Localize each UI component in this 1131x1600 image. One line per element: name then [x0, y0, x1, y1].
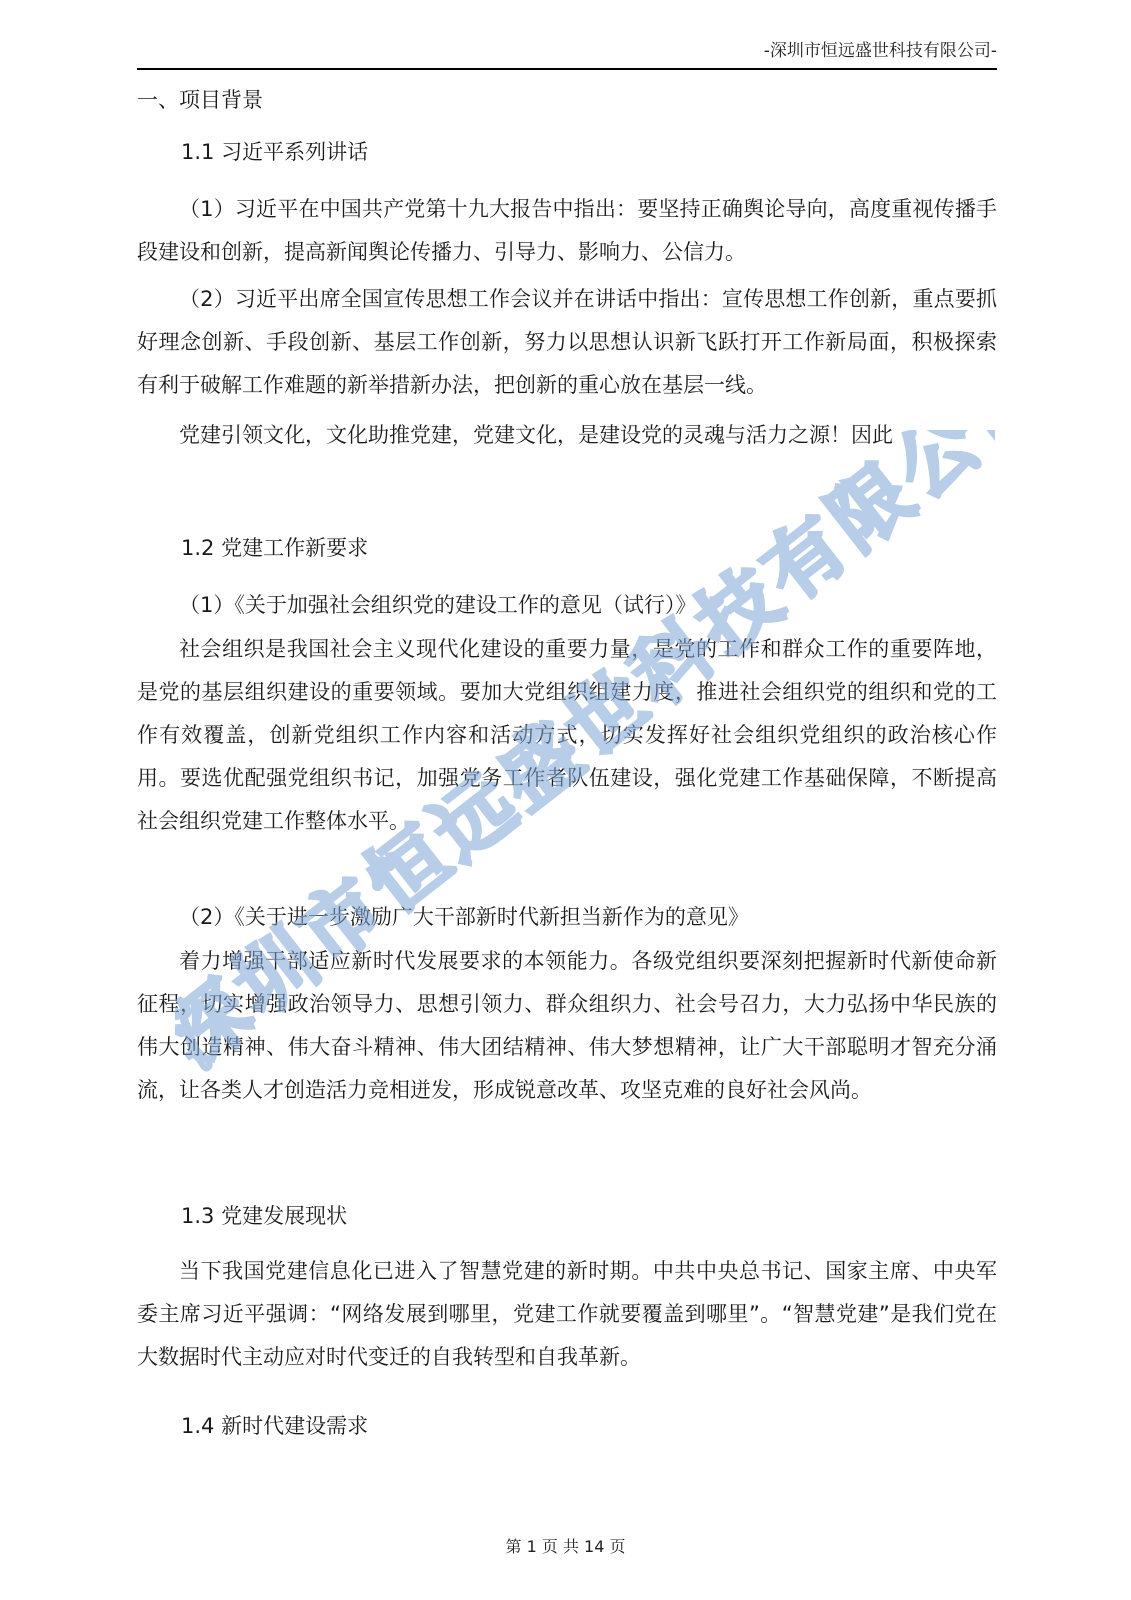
section-heading-1: 一、项目背景: [137, 88, 263, 112]
subsection-heading-1-3: 1.3 党建发展现状: [181, 1204, 348, 1228]
paragraph-1-2-4: 着力增强干部适应新时代发展要求的本领能力。各级党组织要深刻把握新时代新使命新征程，切实增强政治领导力、思想引领力、群众组织力、社会号召力，大力弘扬中华民族的伟大创造精神、伟大奋斗精神、伟大团结精神、伟大梦想精神，让广大干部聪明才智充分涌流，让各类人才创造活力竞相迸发，形成锐意改革、攻坚克难的良好社会风尚。: [137, 949, 997, 1102]
subsection-heading-1-1: 1.1 习近平系列讲话: [181, 140, 369, 164]
page-header: [137, 30, 997, 70]
subsection-heading-1-2: 1.2 党建工作新要求: [181, 536, 369, 560]
paragraph-1-2-2: 社会组织是我国社会主义现代化建设的重要力量，是党的工作和群众工作的重要阵地，是党的基层组织建设的重要领域。要加大党组织组建力度，推进社会组织党的组织和党的工作有效覆盖，创新党组织工作内容和活动方式，切实发挥好社会组织党组织的政治核心作用。要选优配强党组织书记，加强党务工作者队伍建设，强化党建工作基础保障，不断提高社会组织党建工作整体水平。: [137, 637, 997, 833]
paragraph-1-1-1: （1）习近平在中国共产党第十九大报告中指出：要坚持正确舆论导向，高度重视传播手段建设和创新，提高新闻舆论传播力、引导力、影响力、公信力。: [137, 197, 997, 264]
paragraph-1-1-3: 党建引领文化，文化助推党建，党建文化，是建设党的灵魂与活力之源！因此: [179, 423, 893, 447]
paragraph-1-3-1: 当下我国党建信息化已进入了智慧党建的新时期。中共中央总书记、国家主席、中央军委主席习近平强调：“网络发展到哪里，党建工作就要覆盖到哪里”。“智慧党建”是我们党在大数据时代主动应对时代变迁的自我转型和自我革新。: [137, 1259, 997, 1369]
subsection-heading-1-4: 1.4 新时代建设需求: [181, 1414, 369, 1438]
paragraph-1-2-3: （2）《关于进一步激励广大干部新时代新担当新作为的意见》: [179, 905, 749, 929]
paragraph-1-1-2: （2）习近平出席全国宣传思想工作会议并在讲话中指出：宣传思想工作创新，重点要抓好理念创新、手段创新、基层工作创新，努力以思想认识新飞跃打开工作新局面，积极探索有利于破解工作难题的新举措新办法，把创新的重心放在基层一线。: [137, 287, 997, 397]
paragraph-1-2-1: （1）《关于加强社会组织党的建设工作的意见（试行）》: [179, 593, 697, 617]
watermark-text: 深圳市恒远盛世科技有限公司: [175, 430, 995, 1085]
header-company-name: -深圳市恒远盛世科技有限公司-: [763, 41, 997, 61]
page-footer: 第 1 页 共 14 页: [505, 1537, 626, 1556]
